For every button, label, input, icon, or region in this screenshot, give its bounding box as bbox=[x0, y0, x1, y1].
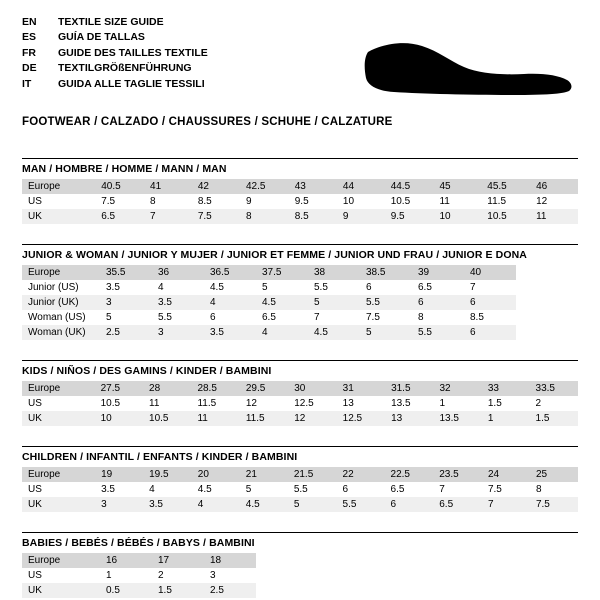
size-cell: 29.5 bbox=[240, 381, 288, 396]
size-cell: 4.5 bbox=[210, 282, 224, 293]
language-code: ES bbox=[22, 31, 37, 44]
row-label: US bbox=[28, 196, 42, 207]
size-cell: 24 bbox=[482, 467, 530, 482]
size-cell: 5.5 bbox=[158, 312, 172, 323]
size-section bbox=[22, 532, 578, 598]
size-cell: 7 bbox=[470, 282, 476, 293]
size-cell: 8.5 bbox=[197, 196, 212, 207]
size-cell: 5.5 bbox=[337, 497, 385, 512]
size-cell: 7 bbox=[482, 497, 530, 512]
size-cell: 7 bbox=[439, 484, 445, 495]
size-cell: 28 bbox=[143, 381, 191, 396]
size-cell: 10 bbox=[433, 209, 481, 224]
size-cell: 37.5 bbox=[256, 265, 308, 280]
size-cell: 7 bbox=[314, 312, 320, 323]
size-cell: 35.5 bbox=[100, 265, 152, 280]
language-title: TEXTILGRÖßENFÜHRUNG bbox=[58, 62, 192, 75]
language-code: FR bbox=[22, 46, 36, 59]
size-cell: 8 bbox=[240, 209, 289, 224]
table-row bbox=[22, 265, 516, 280]
size-cell: 0.5 bbox=[100, 583, 152, 598]
size-cell: 12.5 bbox=[294, 398, 314, 409]
size-cell: 5.5 bbox=[314, 282, 328, 293]
size-cell: 12.5 bbox=[337, 411, 385, 426]
table-row bbox=[22, 568, 256, 583]
language-row bbox=[22, 47, 208, 62]
row-label: Woman (US) bbox=[28, 312, 86, 323]
section-title: CHILDREN / INFANTIL / ENFANTS / KINDER / BAMBINI bbox=[22, 451, 298, 463]
table-row bbox=[22, 411, 578, 426]
size-cell: 1 bbox=[106, 570, 112, 581]
size-cell: 2.5 bbox=[204, 583, 256, 598]
size-cell: 32 bbox=[433, 381, 481, 396]
size-cell: 13 bbox=[385, 411, 433, 426]
size-cell: 7 bbox=[144, 209, 192, 224]
language-code: DE bbox=[22, 62, 37, 75]
size-cell: 10 bbox=[95, 411, 143, 426]
size-cell: 4.5 bbox=[308, 325, 360, 340]
size-cell: 2 bbox=[535, 398, 542, 409]
language-title: TEXTILE SIZE GUIDE bbox=[58, 16, 164, 28]
size-cell: 5.5 bbox=[293, 484, 308, 495]
size-cell: 9 bbox=[337, 209, 385, 224]
size-cell: 7.5 bbox=[366, 312, 380, 323]
size-cell: 40.5 bbox=[95, 179, 144, 194]
size-cell: 22.5 bbox=[385, 467, 434, 482]
size-section bbox=[22, 360, 578, 426]
size-cell: 44 bbox=[337, 179, 385, 194]
size-cell: 33.5 bbox=[530, 381, 578, 396]
size-cell: 13.5 bbox=[391, 398, 411, 409]
language-title: GUIDE DES TAILLES TEXTILE bbox=[58, 46, 208, 59]
size-cell: 9.5 bbox=[294, 196, 309, 207]
row-label: Europe bbox=[22, 179, 95, 194]
size-cell: 9.5 bbox=[385, 209, 434, 224]
section-title: KIDS / NIÑOS / DES GAMINS / KINDER / BAMBINI bbox=[22, 365, 272, 377]
size-cell: 10.5 bbox=[481, 209, 530, 224]
size-cell: 46 bbox=[530, 179, 578, 194]
language-row bbox=[22, 16, 208, 31]
size-cell: 6 bbox=[342, 484, 349, 495]
size-cell: 31 bbox=[337, 381, 385, 396]
size-cell: 8.5 bbox=[470, 312, 484, 323]
size-cell: 17 bbox=[152, 553, 204, 568]
size-cell: 6.5 bbox=[390, 484, 405, 495]
size-cell: 28.5 bbox=[191, 381, 239, 396]
row-label: Europe bbox=[22, 553, 100, 568]
size-table bbox=[22, 467, 578, 512]
table-row bbox=[22, 381, 578, 396]
size-cell: 12 bbox=[288, 411, 336, 426]
size-cell: 3 bbox=[152, 325, 204, 340]
size-cell: 42 bbox=[192, 179, 240, 194]
language-title: GUÍA DE TALLAS bbox=[58, 31, 145, 44]
table-row bbox=[22, 295, 516, 310]
size-cell: 10.5 bbox=[100, 398, 121, 409]
language-row bbox=[22, 31, 208, 46]
section-divider bbox=[22, 532, 578, 533]
size-cell: 13.5 bbox=[433, 411, 481, 426]
language-code: IT bbox=[22, 77, 32, 90]
row-label: UK bbox=[22, 497, 95, 512]
section-title: JUNIOR & WOMAN / JUNIOR Y MUJER / JUNIOR ET FEMME / JUNIOR UND FRAU / JUNIOR E DONA bbox=[22, 249, 527, 261]
row-label: US bbox=[28, 484, 42, 495]
table-row bbox=[22, 553, 256, 568]
size-cell: 8 bbox=[150, 196, 156, 207]
section-title: BABIES / BEBÉS / BÉBÉS / BABYS / BAMBINI bbox=[22, 537, 255, 549]
size-cell: 11 bbox=[530, 209, 578, 224]
size-cell: 3.5 bbox=[143, 497, 192, 512]
size-cell: 22 bbox=[337, 467, 385, 482]
size-cell: 23.5 bbox=[433, 467, 482, 482]
size-cell: 6 bbox=[412, 295, 464, 310]
size-section bbox=[22, 158, 578, 224]
size-cell: 2 bbox=[158, 570, 164, 581]
size-cell: 6.5 bbox=[418, 282, 432, 293]
size-cell: 21 bbox=[240, 467, 288, 482]
row-label: Junior (UK) bbox=[22, 295, 100, 310]
size-cell: 6.5 bbox=[95, 209, 144, 224]
size-cell: 7.5 bbox=[192, 209, 240, 224]
size-cell: 5 bbox=[262, 282, 268, 293]
table-row bbox=[22, 467, 578, 482]
size-cell: 12 bbox=[536, 196, 548, 207]
size-cell: 8 bbox=[418, 312, 424, 323]
row-label: UK bbox=[22, 583, 100, 598]
row-label: UK bbox=[22, 209, 95, 224]
size-cell: 1.5 bbox=[152, 583, 204, 598]
size-cell: 8.5 bbox=[289, 209, 337, 224]
size-cell: 1.5 bbox=[530, 411, 578, 426]
size-cell: 38 bbox=[308, 265, 360, 280]
size-table bbox=[22, 265, 516, 340]
language-title: GUIDA ALLE TAGLIE TESSILI bbox=[58, 77, 205, 90]
size-table bbox=[22, 553, 256, 598]
size-cell: 3.5 bbox=[204, 325, 256, 340]
size-cell: 5.5 bbox=[412, 325, 464, 340]
size-cell: 18 bbox=[204, 553, 256, 568]
size-cell: 1 bbox=[482, 411, 530, 426]
row-label: US bbox=[28, 398, 42, 409]
table-row bbox=[22, 194, 578, 209]
table-row bbox=[22, 583, 256, 598]
size-table bbox=[22, 381, 578, 426]
section-divider bbox=[22, 360, 578, 361]
size-cell: 4.5 bbox=[240, 497, 288, 512]
size-cell: 7.5 bbox=[101, 196, 116, 207]
size-cell: 11.5 bbox=[487, 196, 507, 207]
row-label: Europe bbox=[22, 265, 100, 280]
size-cell: 6 bbox=[210, 312, 216, 323]
size-cell: 4 bbox=[256, 325, 308, 340]
size-section bbox=[22, 244, 578, 340]
size-cell: 1 bbox=[439, 398, 446, 409]
size-cell: 25 bbox=[530, 467, 578, 482]
row-label: Junior (US) bbox=[28, 282, 79, 293]
size-cell: 31.5 bbox=[385, 381, 433, 396]
size-cell: 3 bbox=[210, 570, 216, 581]
table-row bbox=[22, 396, 578, 411]
size-cell: 42.5 bbox=[240, 179, 289, 194]
size-cell: 11 bbox=[149, 398, 160, 409]
size-cell: 6 bbox=[464, 325, 516, 340]
size-sections bbox=[22, 158, 578, 598]
size-cell: 6 bbox=[464, 295, 516, 310]
size-cell: 3.5 bbox=[106, 282, 120, 293]
size-cell: 5 bbox=[106, 312, 112, 323]
table-row bbox=[22, 482, 578, 497]
size-cell: 16 bbox=[100, 553, 152, 568]
size-cell: 41 bbox=[144, 179, 192, 194]
row-label: Europe bbox=[22, 467, 95, 482]
table-row bbox=[22, 209, 578, 224]
size-cell: 20 bbox=[192, 467, 240, 482]
section-divider bbox=[22, 244, 578, 245]
size-cell: 10.5 bbox=[390, 196, 411, 207]
row-label: UK bbox=[22, 411, 95, 426]
size-cell: 7.5 bbox=[487, 484, 502, 495]
section-title: MAN / HOMBRE / HOMME / MANN / MAN bbox=[22, 163, 227, 175]
size-cell: 1.5 bbox=[487, 398, 502, 409]
size-cell: 7.5 bbox=[530, 497, 578, 512]
size-section bbox=[22, 446, 578, 512]
page-title: FOOTWEAR / CALZADO / CHAUSSURES / SCHUHE / CALZATURE bbox=[22, 116, 393, 128]
size-cell: 5.5 bbox=[360, 295, 412, 310]
size-cell: 11 bbox=[191, 411, 239, 426]
size-cell: 4.5 bbox=[256, 295, 308, 310]
size-cell: 45.5 bbox=[481, 179, 530, 194]
size-cell: 9 bbox=[245, 196, 252, 207]
language-title-list bbox=[22, 16, 208, 93]
size-cell: 3 bbox=[95, 497, 143, 512]
table-row bbox=[22, 280, 516, 295]
row-label: Woman (UK) bbox=[22, 325, 100, 340]
size-cell: 27.5 bbox=[95, 381, 143, 396]
size-cell: 6 bbox=[385, 497, 434, 512]
size-cell: 2.5 bbox=[100, 325, 152, 340]
size-cell: 36.5 bbox=[204, 265, 256, 280]
size-cell: 3.5 bbox=[152, 295, 204, 310]
size-cell: 8 bbox=[535, 484, 542, 495]
size-cell: 12 bbox=[245, 398, 257, 409]
page-header bbox=[22, 16, 578, 102]
size-cell: 3 bbox=[100, 295, 152, 310]
size-cell: 5 bbox=[360, 325, 412, 340]
size-cell: 43 bbox=[289, 179, 337, 194]
size-cell: 39 bbox=[412, 265, 464, 280]
size-cell: 38.5 bbox=[360, 265, 412, 280]
size-cell: 36 bbox=[152, 265, 204, 280]
size-cell: 33 bbox=[482, 381, 530, 396]
row-label: Europe bbox=[22, 381, 95, 396]
size-cell: 10.5 bbox=[143, 411, 191, 426]
size-cell: 5 bbox=[308, 295, 360, 310]
row-label: US bbox=[28, 570, 42, 581]
size-cell: 11.5 bbox=[240, 411, 288, 426]
size-cell: 11 bbox=[439, 196, 450, 207]
section-divider bbox=[22, 446, 578, 447]
size-cell: 5 bbox=[245, 484, 252, 495]
size-cell: 21.5 bbox=[288, 467, 337, 482]
size-cell: 3.5 bbox=[101, 484, 115, 495]
size-cell: 40 bbox=[464, 265, 516, 280]
table-row bbox=[22, 497, 578, 512]
size-cell: 13 bbox=[342, 398, 354, 409]
size-cell: 10 bbox=[342, 196, 355, 207]
size-cell: 44.5 bbox=[385, 179, 434, 194]
size-cell: 6.5 bbox=[262, 312, 276, 323]
size-cell: 19.5 bbox=[143, 467, 192, 482]
section-divider bbox=[22, 158, 578, 159]
language-code: EN bbox=[22, 16, 37, 28]
size-cell: 19 bbox=[95, 467, 143, 482]
size-cell: 30 bbox=[288, 381, 336, 396]
size-cell: 4 bbox=[149, 484, 155, 495]
table-row bbox=[22, 325, 516, 340]
size-cell: 4 bbox=[204, 295, 256, 310]
size-cell: 11.5 bbox=[197, 398, 217, 409]
table-row bbox=[22, 179, 578, 194]
size-cell: 5 bbox=[288, 497, 337, 512]
size-cell: 6.5 bbox=[433, 497, 482, 512]
table-row bbox=[22, 310, 516, 325]
size-cell: 4.5 bbox=[197, 484, 212, 495]
size-table bbox=[22, 179, 578, 224]
size-cell: 4 bbox=[158, 282, 164, 293]
size-cell: 45 bbox=[433, 179, 481, 194]
size-cell: 4 bbox=[192, 497, 240, 512]
language-row bbox=[22, 78, 208, 93]
size-cell: 6 bbox=[366, 282, 372, 293]
language-row bbox=[22, 62, 208, 77]
dress-shoe-icon bbox=[364, 34, 574, 98]
